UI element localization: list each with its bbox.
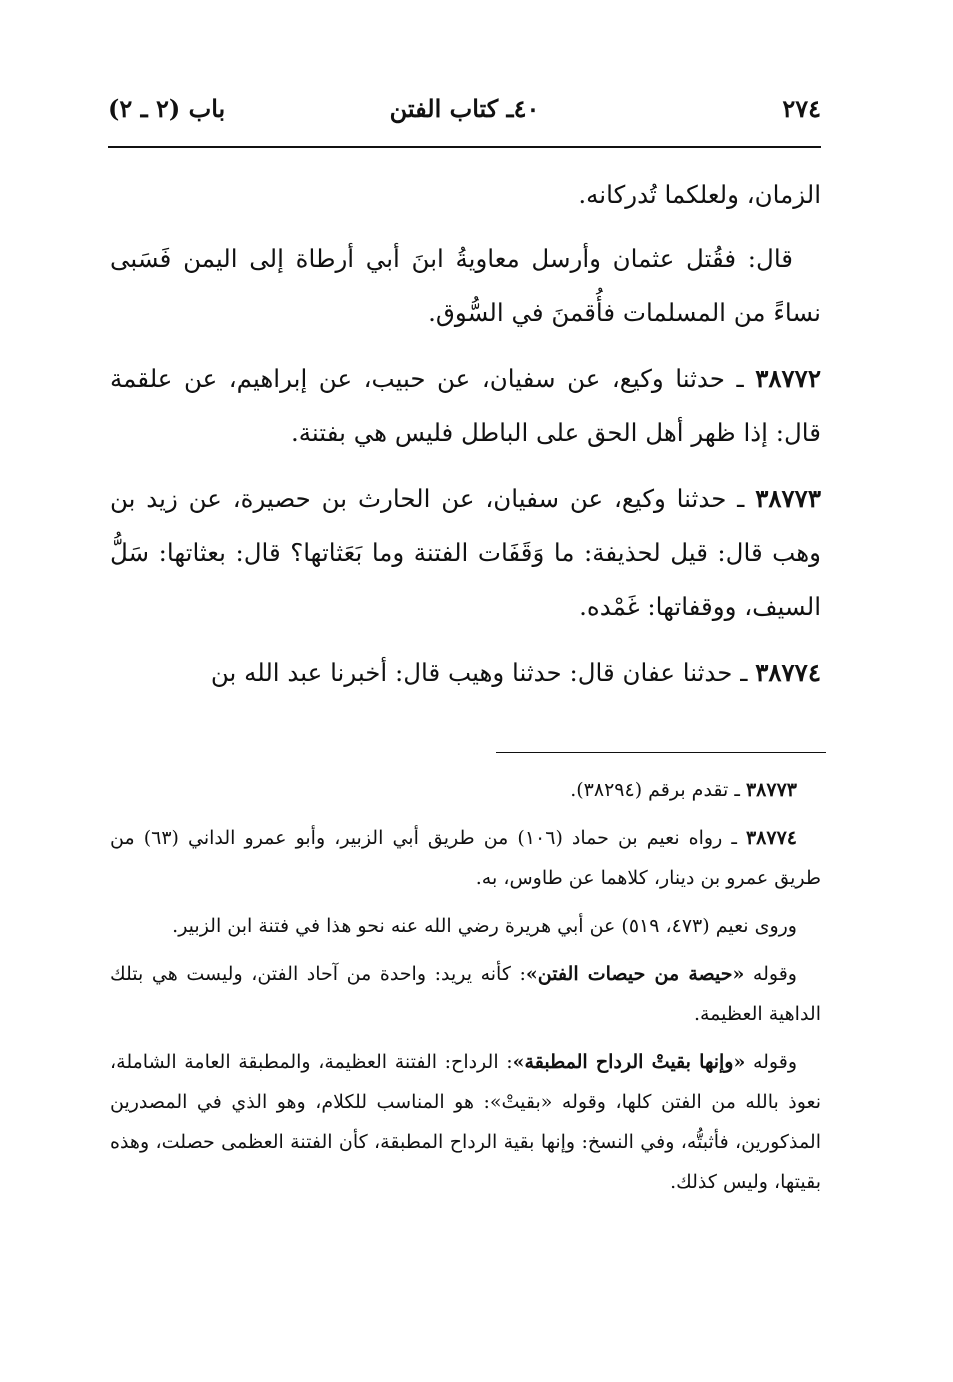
hadith-text: ـ حدثنا وكيع، عن سفيان، عن الحارث بن حصيرة، عن زيد بن وهب قال: قيل لحذيفة: ما وَقَفَات الفتنة وما بَعَثاتها؟ قال: بعثاتها: سَلُّ السيف، ووقفاتها: غَمْده.: [110, 484, 821, 621]
hadith-text: ـ حدثنا وكيع، عن سفيان، عن حبيب، عن إبراهيم، عن علقمة قال: إذا ظهر أهل الحق على الباطل فليس هي بفتنة.: [110, 364, 821, 447]
footnote-text: وقوله: [744, 963, 797, 985]
chapter-label: باب (٢ ـ ٢): [108, 94, 226, 123]
footnote-38774: [110, 818, 821, 898]
footnote-text: ـ رواه نعيم بن حماد (١٠٦) من طريق أبي الزبير، وأبو عمرو الداني (٦٣) من طريق عمرو بن دينار، كلاهما عن طاوس، به.: [110, 827, 821, 889]
footnote-text: : كأنه يريد: واحدة من آحاد الفتن، وليست هي بتلك الداهية العظيمة.: [110, 963, 821, 1025]
hadith-number: ٣٨٧٧٢: [755, 364, 821, 393]
paragraph-continuation: الزمان، ولعلكما تُدركانه.: [578, 180, 821, 209]
hadith-38773: [110, 472, 821, 634]
footnote-paragraph: وروى نعيم (٤٧٣، ٥١٩) عن أبي هريرة رضي الله عنه نحو هذا في فتنة ابن الزبير.: [172, 915, 797, 937]
hadith-text: ـ حدثنا عفان قال: حدثنا وهيب قال: أخبرنا عبد الله بن: [210, 658, 756, 687]
footnote-paragraph: [110, 954, 821, 1034]
hadith-number: ٣٨٧٧٣: [755, 484, 821, 513]
hadith-number: ٣٨٧٧٤: [755, 658, 821, 687]
main-text: [110, 168, 821, 712]
quoted-phrase: «حيصة من حيصات الفتن»: [525, 963, 745, 985]
page-number: ٢٧٤: [782, 94, 821, 123]
page-header: [108, 86, 821, 134]
footnote-38773: [110, 770, 821, 810]
footnote-divider: [496, 752, 826, 753]
header-divider: [108, 146, 821, 148]
paragraph-narration: قال: فقُتل عثمان وأرسل معاويةُ ابنَ أبي أرطاة إلى اليمن فَسَبى نساءً من المسلمات فأُقمنَ في السُّوق.: [110, 244, 821, 327]
quoted-phrase: «وإنها بقيتْ الرداح المطبقة»: [512, 1051, 746, 1073]
hadith-38772: [110, 352, 821, 460]
footnote-text: وقوله: [745, 1051, 798, 1073]
footnote-number: ٣٨٧٧٣: [745, 779, 797, 801]
footnote-number: ٣٨٧٧٤: [745, 827, 797, 849]
hadith-38774: [110, 646, 821, 700]
footnote-paragraph: [110, 1042, 821, 1202]
footnote-text: : الرداح: الفتنة العظيمة، والمطبقة العامة الشاملة، نعوذ بالله من الفتن كلها، وقوله «بقيتْ»: هو المناسب للكلام، وهو الذي في المصدرين المذكورين، فأثبتُّه، وفي النسخ: وإنها بقية الرداح المطبقة، كأن الفتنة العظمى حصلت، وهذه بقيتها، وليس كذلك.: [110, 1051, 821, 1193]
footnotes: [110, 770, 821, 1210]
footnote-text: ـ تقدم برقم (٣٨٢٩٤).: [570, 779, 746, 801]
book-title: ٤٠ـ كتاب الفتن: [389, 94, 540, 123]
